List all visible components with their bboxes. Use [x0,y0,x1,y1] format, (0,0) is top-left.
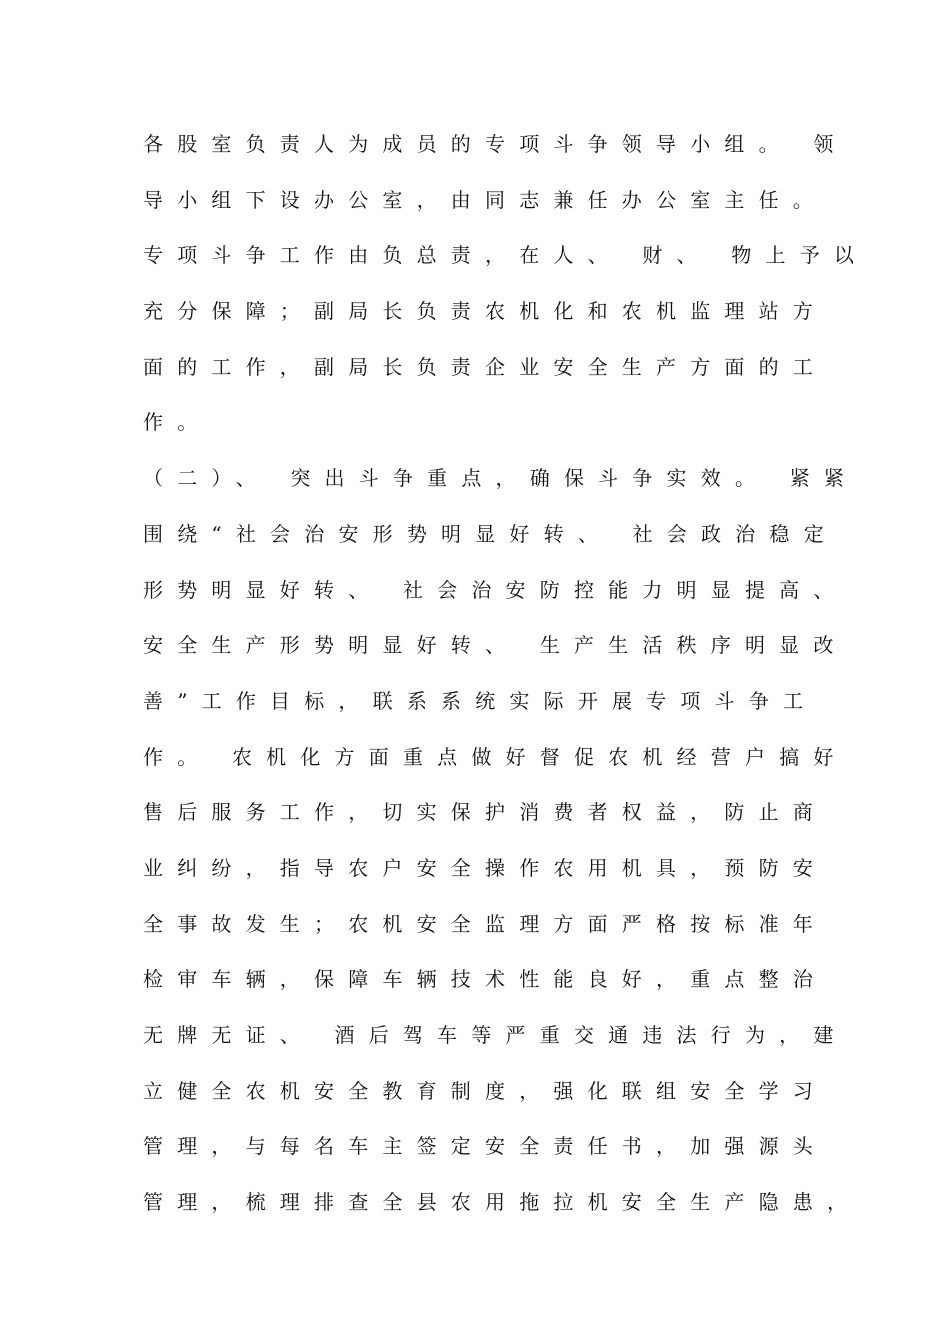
text-line: 善”工作目标，联系系统实际开展专项斗争工 [143,688,818,713]
text-line: 管理，梳理排查全县农用拖拉机安全生产隐患， [143,1190,862,1215]
text-line: 无牌无证、 酒后驾车等严重交通违法行为，建 [143,1023,848,1047]
text-line: 各股室负责人为成员的专项斗争领导小组。 领 [143,132,848,156]
text-line: 全事故发生；农机安全监理方面严格按标准年 [143,911,827,936]
text-line: （二）、 突出斗争重点，确保斗争实效。 紧紧 [143,466,859,491]
text-line: 管理，与每名车主签定安全责任书，加强源头 [143,1134,827,1159]
text-line: 作。 农机化方面重点做好督促农机经营户搞好 [143,744,848,769]
text-line: 围绕“社会治安形势明显好转、 社会政治稳定 [143,521,838,546]
text-line: 检审车辆，保障车辆技术性能良好，重点整治 [143,967,827,992]
text-line: 立健全农机安全教育制度，强化联组安全学习 [143,1078,827,1103]
text-line: 安全生产形势明显好转、 生产生活秩序明显改 [143,633,848,658]
document-body [143,124,869,1238]
text-line: 导小组下设办公室，由同志兼任办公室主任。 [143,187,827,212]
text-line: 业纠纷，指导农户安全操作农用机具，预防安 [143,855,827,880]
text-line: 充分保障；副局长负责农机化和农机监理站方 [143,299,827,324]
text-line: 形势明显好转、 社会治安防控能力明显提高、 [143,577,848,602]
text-line: 专项斗争工作由负总责，在人、 财、 物上予以 [143,243,869,268]
text-line: 面的工作，副局长负责企业安全生产方面的工 [143,354,827,379]
text-line: 售后服务工作，切实保护消费者权益，防止商 [143,800,827,825]
text-line: 作。 [143,410,212,435]
